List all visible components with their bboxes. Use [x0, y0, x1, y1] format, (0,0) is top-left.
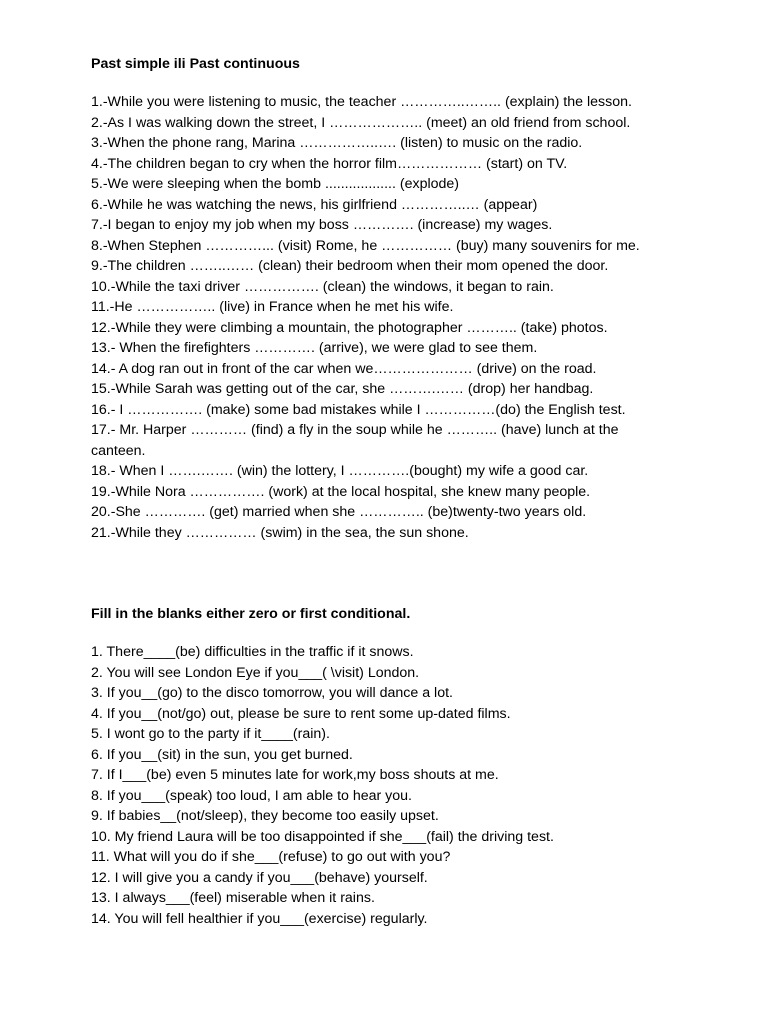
exercise-item: [91, 215, 731, 236]
exercise-item: [91, 174, 731, 195]
exercise-text: 3.-When the phone rang, Marina ……………..…. (listen) to music on the radio.: [91, 135, 583, 151]
exercise-text: 18.- When I …….……. (win) the lottery, I ………….(bought) my wife a good car.: [91, 463, 589, 479]
exercise-item: [91, 909, 731, 930]
exercise-text: 12. I will give you a candy if you___(behave) yourself.: [91, 869, 428, 886]
exercise-text: 5. I wont go to the party if it____(rain).: [91, 726, 330, 742]
exercise-text: 10. My friend Laura will be too disappointed if she___(fail) the driving test.: [91, 828, 554, 845]
exercise-list: [91, 92, 731, 543]
exercise-text: 2. You will see London Eye if you___( \visit) London.: [91, 664, 420, 681]
exercise-item: [91, 745, 731, 766]
exercise-item: [91, 359, 731, 380]
exercise-text: 8. If you___(speak) too loud, I am able to hear you.: [91, 787, 412, 804]
section-title: Past simple ili Past continuous: [91, 56, 300, 72]
exercise-text: 13. I always___(feel) miserable when it rains.: [91, 890, 375, 906]
exercise-text: 14.- A dog ran out in front of the car when we………………… (drive) on the road.: [91, 360, 597, 377]
exercise-item: [91, 724, 731, 745]
exercise-item: [91, 663, 731, 684]
exercise-item: [91, 683, 731, 704]
exercise-text: 12.-While they were climbing a mountain, the photographer ……….. (take) photos.: [91, 319, 608, 336]
exercise-item: [91, 482, 731, 503]
exercise-item: [91, 133, 731, 154]
exercise-text: 4. If you__(not/go) out, please be sure to rent some up-dated films.: [91, 705, 511, 722]
exercise-item: [91, 868, 731, 889]
exercise-text: 19.-While Nora ……………. (work) at the local hospital, she knew many people.: [91, 483, 591, 500]
exercise-item: [91, 256, 731, 277]
exercise-item: [91, 420, 731, 461]
exercise-text: 8.-When Stephen …………... (visit) Rome, he …………… (buy) many souvenirs for me.: [91, 237, 640, 254]
exercise-item: [91, 195, 731, 216]
exercise-item: [91, 847, 731, 868]
exercise-item: [91, 338, 731, 359]
exercise-text: 14. You will fell healthier if you___(exercise) regularly.: [91, 910, 428, 927]
exercise-item: [91, 379, 731, 400]
section-title: Fill in the blanks either zero or first conditional.: [91, 606, 411, 622]
exercise-text: 9. If babies__(not/sleep), they become too easily upset.: [91, 808, 439, 824]
exercise-item: [91, 318, 731, 339]
exercise-item: [91, 827, 731, 848]
conditional-section: [91, 604, 731, 929]
exercise-text: 1.-While you were listening to music, the teacher …………..…….. (explain) the lesson.: [91, 94, 632, 110]
exercise-text: 2.-As I was walking down the street, I ……………….. (meet) an old friend from school.: [91, 114, 631, 131]
exercise-item: [91, 236, 731, 257]
exercise-item: [91, 704, 731, 725]
exercise-text: 9.-The children ……..…… (clean) their bedroom when their mom opened the door.: [91, 258, 609, 274]
exercise-text: 15.-While Sarah was getting out of the car, she ……….…… (drop) her handbag.: [91, 381, 594, 397]
exercise-item: [91, 642, 731, 663]
exercise-text: 16.- I ……………. (make) some bad mistakes while I ……………(do) the English test.: [91, 401, 626, 418]
exercise-text: 4.-The children began to cry when the horror film……………… (start) on TV.: [91, 155, 568, 172]
exercise-text: 13.- When the firefighters …………. (arrive), we were glad to see them.: [91, 340, 538, 356]
exercise-item: [91, 502, 731, 523]
exercise-text: 11.-He …………….. (live) in France when he met his wife.: [91, 299, 454, 315]
exercise-item: [91, 400, 731, 421]
exercise-item: [91, 297, 731, 318]
exercise-text: 20.-She …………. (get) married when she ………….. (be)twenty-two years old.: [91, 504, 587, 520]
exercise-item: [91, 523, 731, 544]
exercise-item: [91, 888, 731, 909]
exercise-item: [91, 806, 731, 827]
exercise-text: 11. What will you do if she___(refuse) to go out with you?: [91, 849, 451, 865]
exercise-item: [91, 277, 731, 298]
exercise-text: canteen.: [91, 442, 146, 459]
exercise-text: 6. If you__(sit) in the sun, you get burned.: [91, 746, 353, 763]
exercise-text: 7.-I began to enjoy my job when my boss …………. (increase) my wages.: [91, 217, 553, 233]
exercise-text: 1. There____(be) difficulties in the traffic if it snows.: [91, 644, 414, 660]
exercise-text: 7. If I___(be) even 5 minutes late for work,my boss shouts at me.: [91, 767, 499, 783]
exercise-item: [91, 461, 731, 482]
exercise-text: 10.-While the taxi driver ……………. (clean) the windows, it began to rain.: [91, 278, 554, 295]
exercise-item: [91, 765, 731, 786]
exercise-text: 5.-We were sleeping when the bomb .................. (explode): [91, 176, 460, 192]
exercise-list: [91, 642, 731, 929]
exercise-text: 3. If you__(go) to the disco tomorrow, you will dance a lot.: [91, 685, 453, 701]
exercise-text: 17.- Mr. Harper ………… (find) a fly in the soup while he ……….. (have) lunch at the: [91, 422, 619, 438]
exercise-item: [91, 154, 731, 175]
past-tense-section: [91, 54, 731, 543]
exercise-item: [91, 92, 731, 113]
exercise-item: [91, 113, 731, 134]
exercise-text: 21.-While they …………… (swim) in the sea, the sun shone.: [91, 524, 469, 541]
exercise-text: 6.-While he was watching the news, his girlfriend …………..… (appear): [91, 196, 538, 213]
exercise-item: [91, 786, 731, 807]
